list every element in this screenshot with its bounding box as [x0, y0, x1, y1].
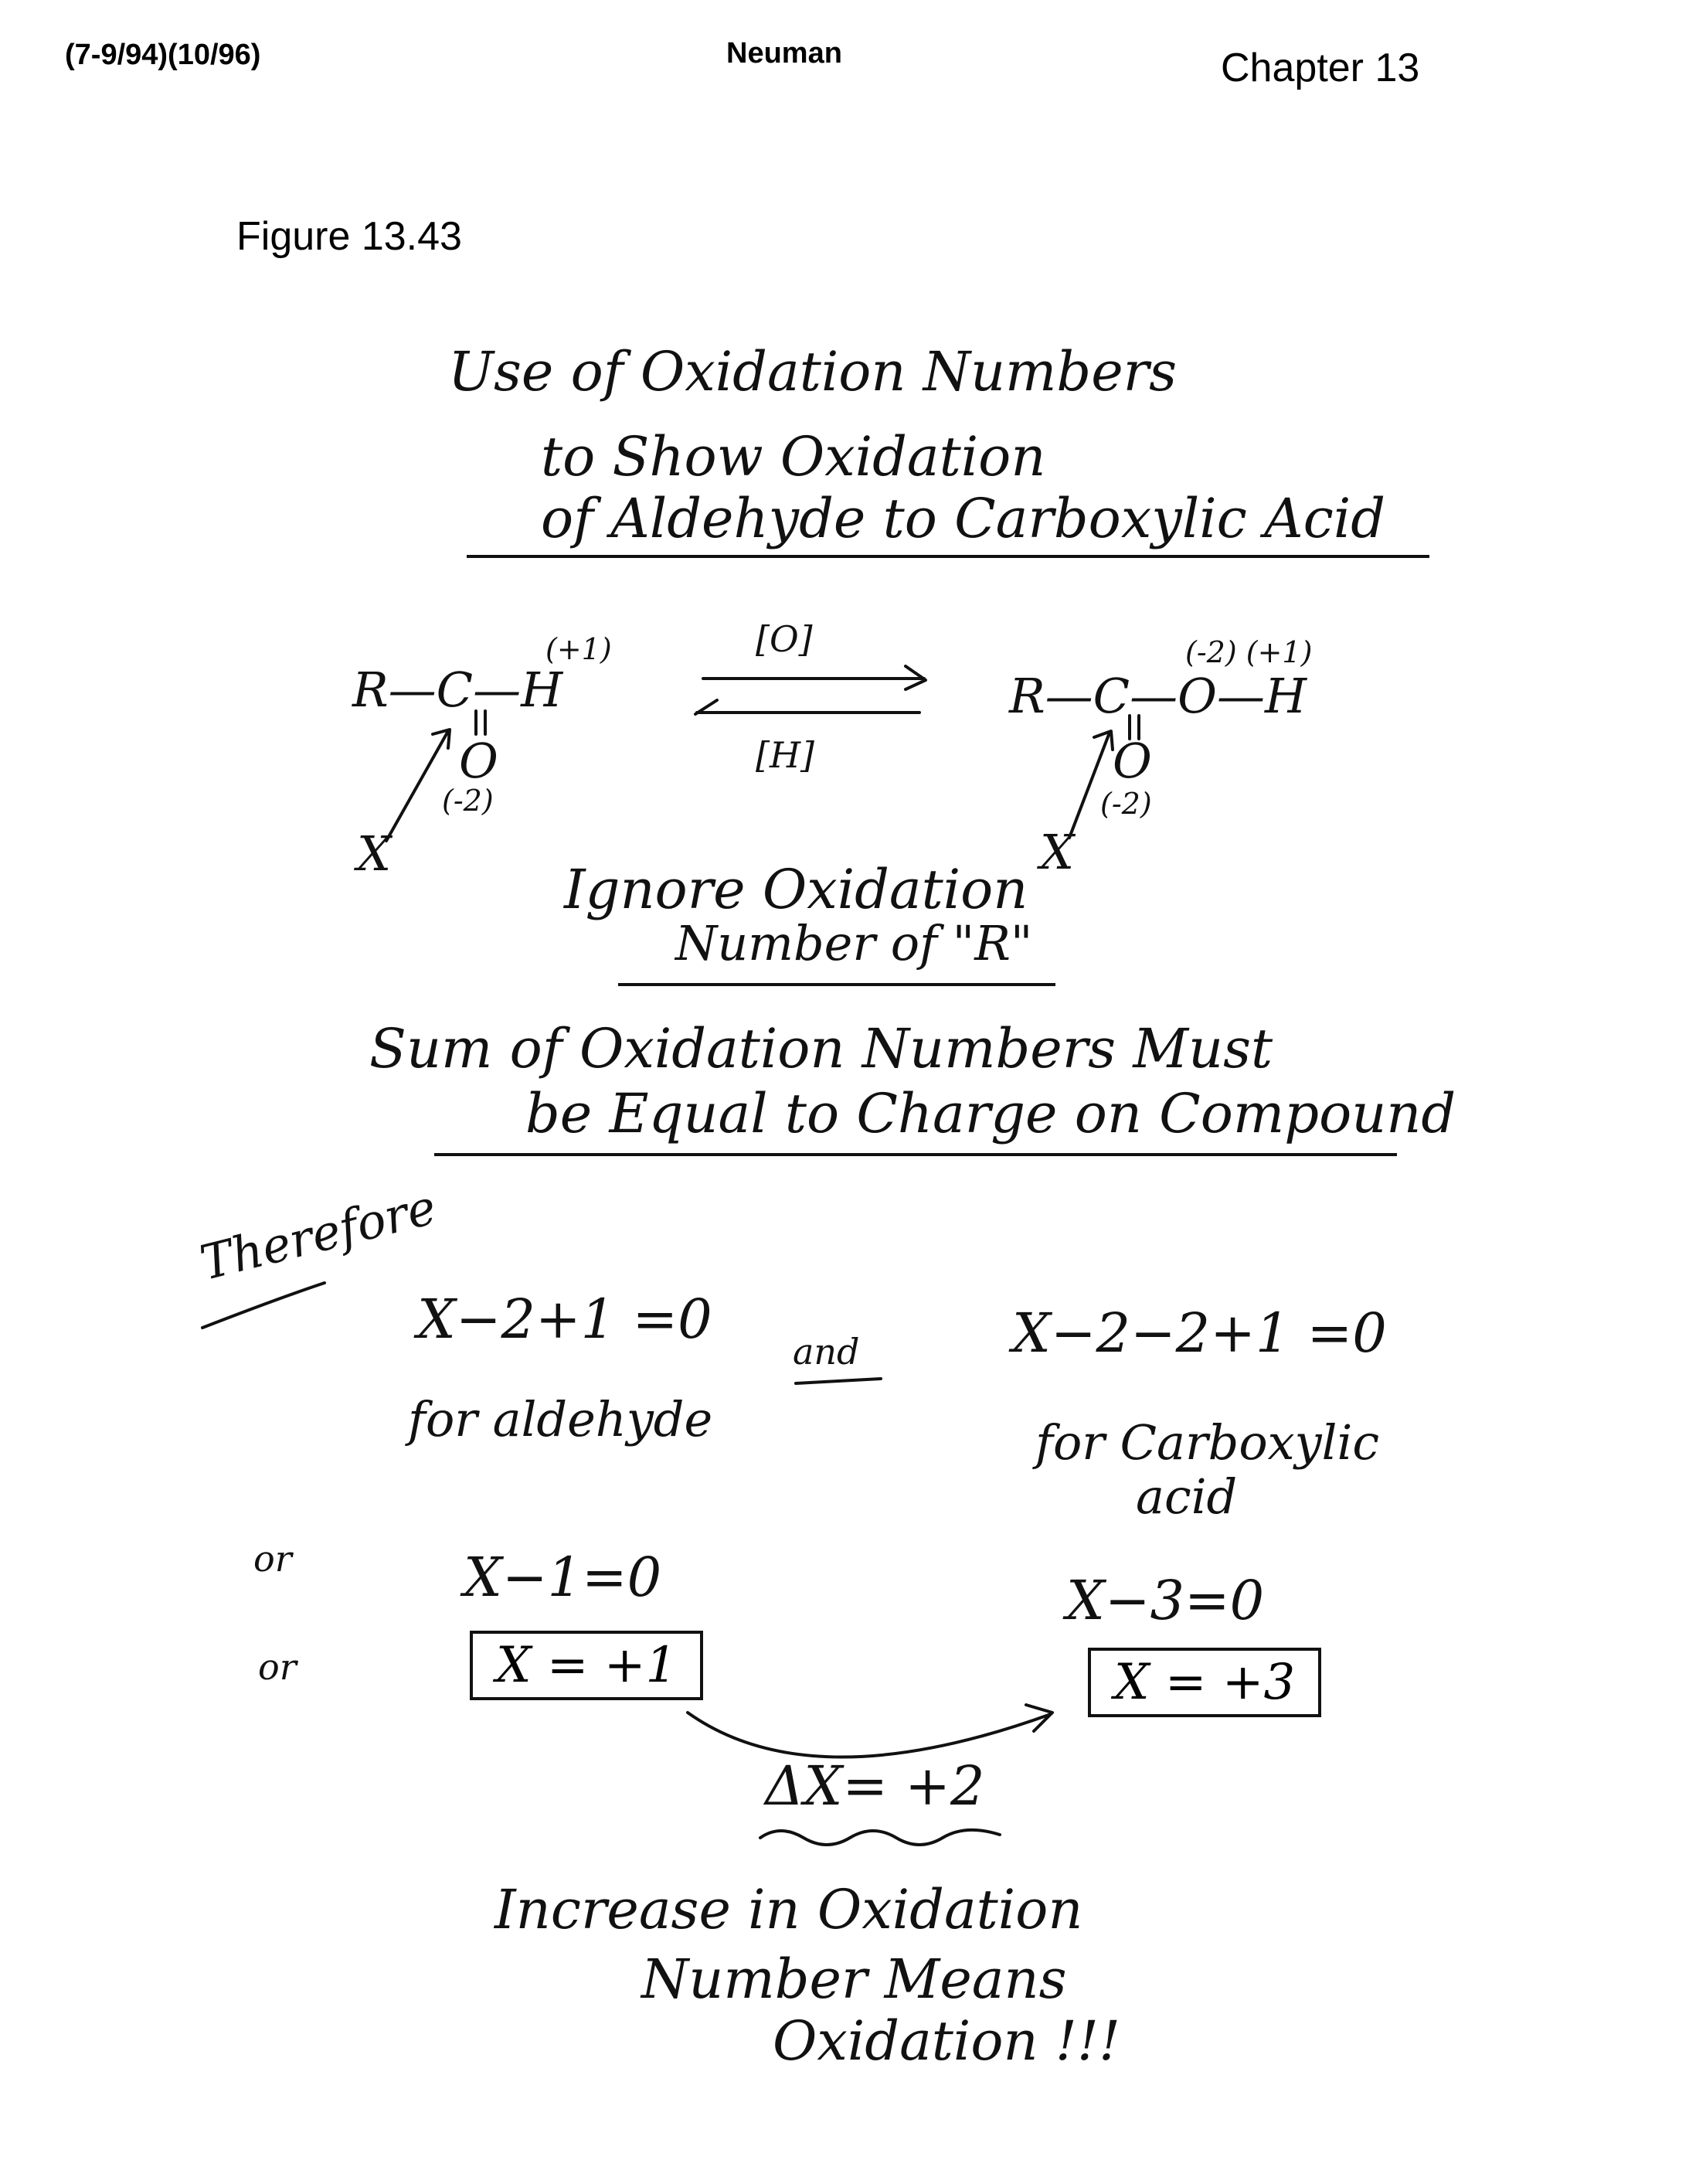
aldehyde-carbonyl-o: O	[459, 733, 498, 789]
aldehyde-result-box: X = +1	[470, 1631, 703, 1700]
and-word: and	[793, 1331, 860, 1373]
reductant-label: [H]	[756, 734, 815, 776]
header-chapter: Chapter 13	[1221, 46, 1420, 90]
acid-equation: X−2−2+1 =0	[1012, 1301, 1387, 1365]
figure-label: Figure 13.43	[236, 214, 462, 259]
aldehyde-h-ox-number: (+1)	[545, 632, 612, 666]
conclusion-line-2: Number Means	[641, 1948, 1067, 2011]
aldehyde-simplified: X−1=0	[464, 1546, 662, 1609]
or-label-1: or	[253, 1538, 292, 1580]
acid-carbonyl-o: O	[1113, 733, 1152, 789]
aldehyde-formula: R—C—H	[352, 662, 563, 718]
aldehyde-o-ox-number: (-2)	[442, 784, 494, 818]
title-line-1: Use of Oxidation Numbers	[448, 340, 1178, 403]
for-aldehyde-label: for aldehyde	[408, 1391, 713, 1447]
therefore-label: Therefore	[195, 1178, 442, 1291]
ignore-note-line-2: Number of "R"	[675, 915, 1033, 971]
or-label-2: or	[258, 1646, 297, 1688]
therefore-underline	[202, 1283, 325, 1328]
header-dates: (7-9/94)(10/96)	[65, 39, 261, 71]
result-arrow	[688, 1705, 1052, 1757]
aldehyde-double-bond	[476, 711, 485, 734]
oxidant-label: [O]	[756, 618, 813, 660]
for-acid-label-2: acid	[1136, 1468, 1238, 1525]
acid-oh-ox-numbers: (-2) (+1)	[1185, 635, 1313, 669]
delta-squiggle	[760, 1830, 1000, 1845]
conclusion-line-1: Increase in Oxidation	[494, 1878, 1083, 1941]
acid-formula: R—C—O—H	[1009, 668, 1307, 724]
aldehyde-x-label: X	[357, 825, 392, 882]
forward-arrow	[703, 666, 926, 689]
acid-o-ox-number: (-2)	[1100, 787, 1152, 821]
conclusion-line-3: Oxidation !!!	[773, 2009, 1121, 2073]
aldehyde-equation: X−2+1 =0	[417, 1288, 712, 1351]
acid-double-bond	[1130, 716, 1139, 739]
aldehyde-x-arrow	[386, 730, 450, 841]
header-author: Neuman	[726, 37, 842, 70]
title-line-3: of Aldehyde to Carboxylic Acid	[541, 487, 1386, 550]
sum-rule-line-2: be Equal to Charge on Compound	[525, 1082, 1456, 1145]
acid-simplified: X−3=0	[1066, 1569, 1265, 1632]
sum-rule-line-1: Sum of Oxidation Numbers Must	[369, 1017, 1273, 1080]
acid-x-arrow	[1069, 731, 1113, 838]
acid-result-box: X = +3	[1088, 1648, 1321, 1717]
reverse-arrow	[695, 700, 919, 714]
and-underline	[796, 1379, 881, 1383]
acid-x-label: X	[1040, 824, 1075, 880]
delta-x: ΔX= +2	[765, 1754, 985, 1818]
ignore-note-line-1: Ignore Oxidation	[564, 858, 1028, 921]
title-line-2: to Show Oxidation	[541, 425, 1046, 488]
for-acid-label-1: for Carboxylic	[1035, 1414, 1380, 1471]
